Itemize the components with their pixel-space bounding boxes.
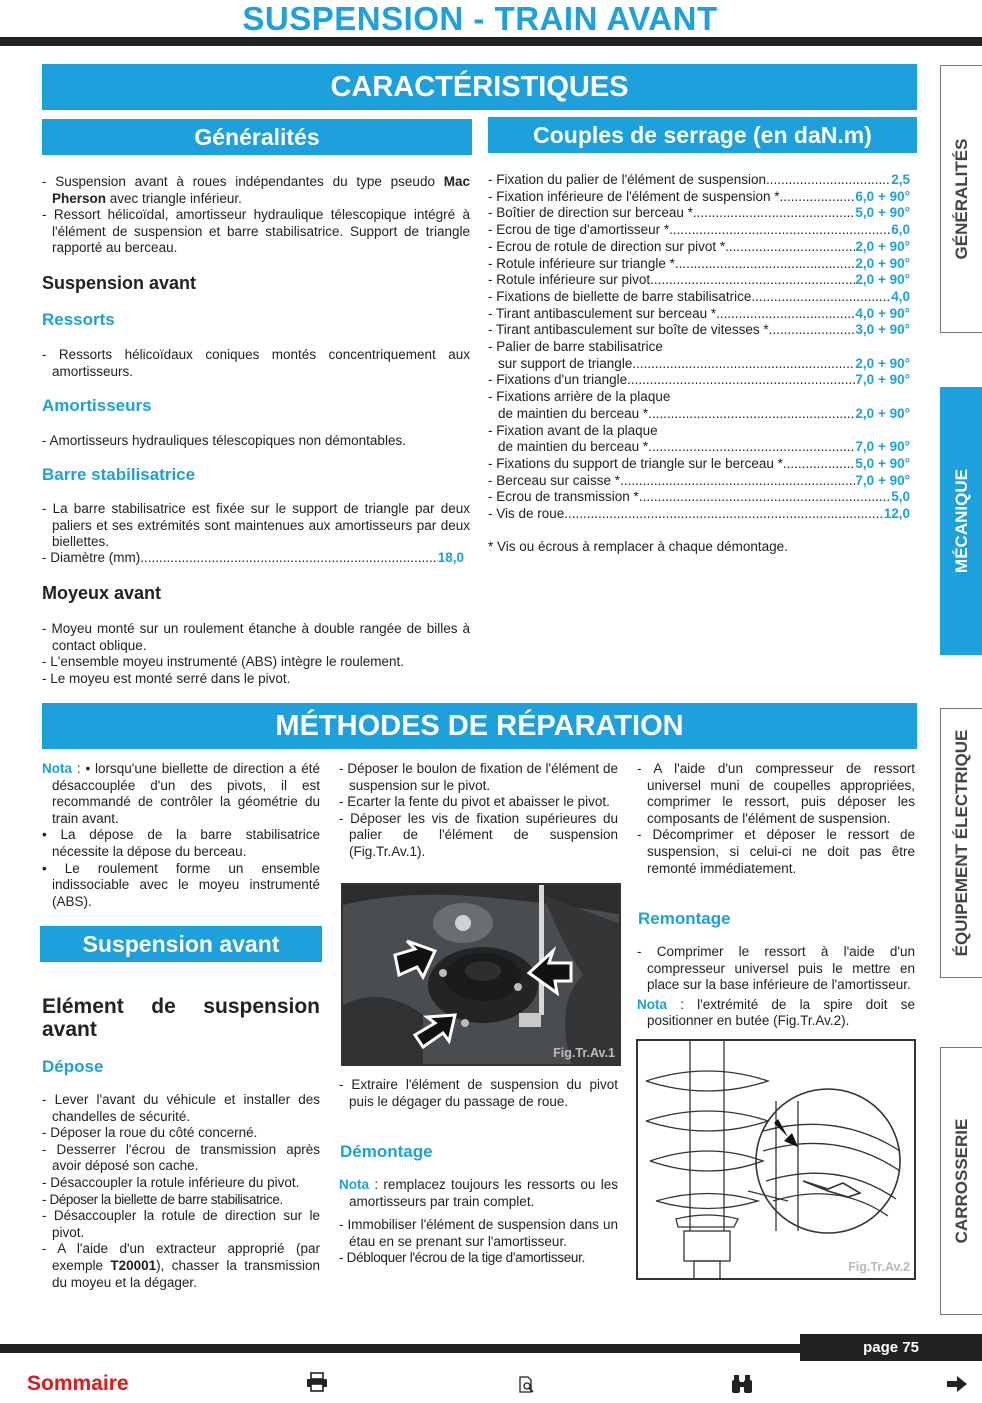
caracteristiques-banner: CARACTÉRISTIQUES [42,64,917,110]
torque-row: - Fixations arrière de la plaque [488,389,671,405]
top-divider [0,37,982,46]
barre-heading: Barre stabilisatrice [42,465,196,484]
tab-generalites[interactable]: GÉNÉRALITÉS [940,65,982,333]
figure-tr-av-1 [341,883,621,1066]
torque-row: - Tirant antibasculement sur boîte de vitesses * ..... 3,0 + 90° [488,322,910,339]
torque-row: - Rotule inférieure sur triangle * ..... 2,0 + 90° [488,256,910,273]
torque-row: - Fixations d'un triangle ..... 7,0 + 90° [488,372,910,389]
torque-row: - Boîtier de direction sur berceau * ..... 5,0 + 90° [488,205,910,222]
page-number: page 75 [800,1334,982,1361]
torque-row: - Ecrou de rotule de direction sur pivot * ..... 2,0 + 90° [488,239,910,256]
diametre-row: - Diamètre (mm) ..... 18,0 [42,550,464,567]
torque-row: - Fixation inférieure de l'élément de suspension * ..... 6,0 + 90° [488,189,910,206]
element-heading: Elément de suspension avant [42,995,320,1041]
suspension-avant-heading: Suspension avant [42,273,197,293]
ressorts-heading: Ressorts [42,310,115,329]
fig2-label: Fig.Tr.Av.2 [848,1260,910,1274]
depose-list: - Lever l'avant du véhicule et installer des chandelles de sécurité. - Déposer la roue du côté concerné. - Desserrer l'écrou de transmission après avoir déposé son cache. - Désaccoupler la rotule inférieure du pivot. - Déposer la biellette de barre stabilisatrice. - Désaccoupler la rotule de direction sur le pivot. - A l'aide d'un extracteur approprié (par exemple T20001), chasser la transmission du moyeu et la dégager. [42,1092,320,1290]
tab-equipement-electrique[interactable]: ÉQUIPEMENT ÉLECTRIQUE [940,708,982,978]
spring-diagram-illustration [638,1041,916,1280]
sommaire-link[interactable]: Sommaire [27,1372,129,1395]
couples-heading: Couples de serrage (en daN.m) [488,117,917,153]
barre-text: - La barre stabilisatrice est fixée sur le support de triangle par deux paliers et ses extrémités sont maintenues aux amortisseurs par deux biellettes. [42,501,470,550]
suspension-avant-band: Suspension avant [40,926,322,962]
col2-after-fig: - Extraire l'élément de suspension du pivot puis le dégager du passage de roue. [339,1077,618,1109]
tab-carrosserie[interactable]: CARROSSERIE [940,1047,982,1315]
arrow-right-icon[interactable] [946,1375,968,1399]
moyeux-heading: Moyeux avant [42,583,162,603]
binoculars-icon[interactable] [730,1374,754,1400]
generalites-heading: Généralités [42,119,472,155]
figure-tr-av-2 [636,1039,916,1280]
methodes-banner: MÉTHODES DE RÉPARATION [42,703,917,749]
ressorts-text: - Ressorts hélicoïdaux coniques montés concentriquement aux amortisseurs. [42,347,470,379]
couples-table [488,172,910,523]
moyeux-text: - Moyeu monté sur un roulement étanche à double rangée de billes à contact oblique. - L'ensemble moyeu instrumenté (ABS) intègre le roulement. - Le moyeu est monté serré dans le pivot. [42,621,470,686]
col3-remontage: - Comprimer le ressort à l'aide d'un compresseur universel puis le mettre en place sur la base inférieure de l'amortisseur. Nota : l'extrémité de la spire doit se positionner en butée (Fig.Tr.Av.2). [637,944,915,1029]
torque-row: - Ecrou de tige d'amortisseur * ..... 6,0 [488,222,910,239]
torque-row: sur support de triangle ..... 2,0 + 90° [488,356,910,373]
torque-row: - Ecrou de transmission * ..... 5,0 [488,489,910,506]
torque-row: - Rotule inférieure sur pivot ..... 2,0 + 90° [488,272,910,289]
col1-nota: Nota : • lorsqu'une biellette de direction a été désaccouplée d'un des pivots, il est recommandé de contrôler la géométrie du train avant. • La dépose de la barre stabilisatrice nécessite la dépose du berceau. • Le roulement forme un ensemble indissociable avec le moyeu instrumenté (ABS). [42,761,320,909]
torque-row: - Fixation du palier de l'élément de suspension ..... 2,5 [488,172,910,189]
torque-row: - Palier de barre stabilisatrice [488,339,663,355]
col2-nota: Nota : remplacez toujours les ressorts ou les amortisseurs par train complet. - Immobiliser l'élément de suspension dans un étau en se prenant sur l'amortisseur. - Débloquer l'écrou de la tige d'amortisseur. [339,1177,618,1266]
depose-heading: Dépose [42,1057,104,1076]
generalites-item-2: - Ressort hélicoïdal, amortisseur hydraulique télescopique intégré à l'élément de suspension et barre stabilisatrice. Support de triangle rapporté au berceau. [42,207,470,256]
printer-icon[interactable] [306,1372,328,1398]
fig1-label: Fig.Tr.Av.1 [553,1046,615,1060]
torque-row: - Vis de roue ..... 12,0 [488,506,910,523]
generalites-text [42,174,470,257]
tab-mecanique[interactable]: MÉCANIQUE [940,387,982,655]
torque-row: de maintien du berceau * ..... 2,0 + 90° [488,406,910,423]
couples-footnote: * Vis ou écrous à remplacer à chaque démontage. [488,539,788,554]
torque-row: - Fixations de biellette de barre stabilisatrice ..... 4,0 [488,289,910,306]
torque-row: - Fixation avant de la plaque [488,422,658,438]
amortisseurs-text: - Amortisseurs hydrauliques télescopiques non démontables. [42,433,406,448]
torque-row: - Berceau sur caisse * ..... 7,0 + 90° [488,473,910,490]
amortisseurs-heading: Amortisseurs [42,396,152,415]
torque-row: - Tirant antibasculement sur berceau * ..... 4,0 + 90° [488,306,910,323]
demontage-heading: Démontage [340,1142,433,1161]
generalites-item-1: - Suspension avant à roues indépendantes du type pseudo Mac Pherson avec triangle inférieur. [42,174,470,206]
page-title: SUSPENSION - TRAIN AVANT [242,0,718,37]
torque-row: - Fixations du support de triangle sur le berceau * ..... 5,0 + 90° [488,456,910,473]
torque-row: de maintien du berceau * ..... 7,0 + 90° [488,439,910,456]
search-document-icon[interactable] [518,1376,536,1400]
engine-photo-illustration [343,885,621,1066]
remontage-heading: Remontage [638,909,731,928]
col3-list: - A l'aide d'un compresseur de ressort universel muni de coupelles appropriées, comprimer le ressort, puis déposer les composants de l'élément de suspension. - Décomprimer et déposer le ressort de suspension, si celui-ci ne doit pas être remonté immédiatement. [637,761,915,876]
col2-list: - Déposer le boulon de fixation de l'élément de suspension sur le pivot. - Ecarter la fente du pivot et abaisser le pivot. - Déposer les vis de fixation supérieures du palier de l'élément de suspension (Fig.Tr.Av.1). [339,761,618,859]
